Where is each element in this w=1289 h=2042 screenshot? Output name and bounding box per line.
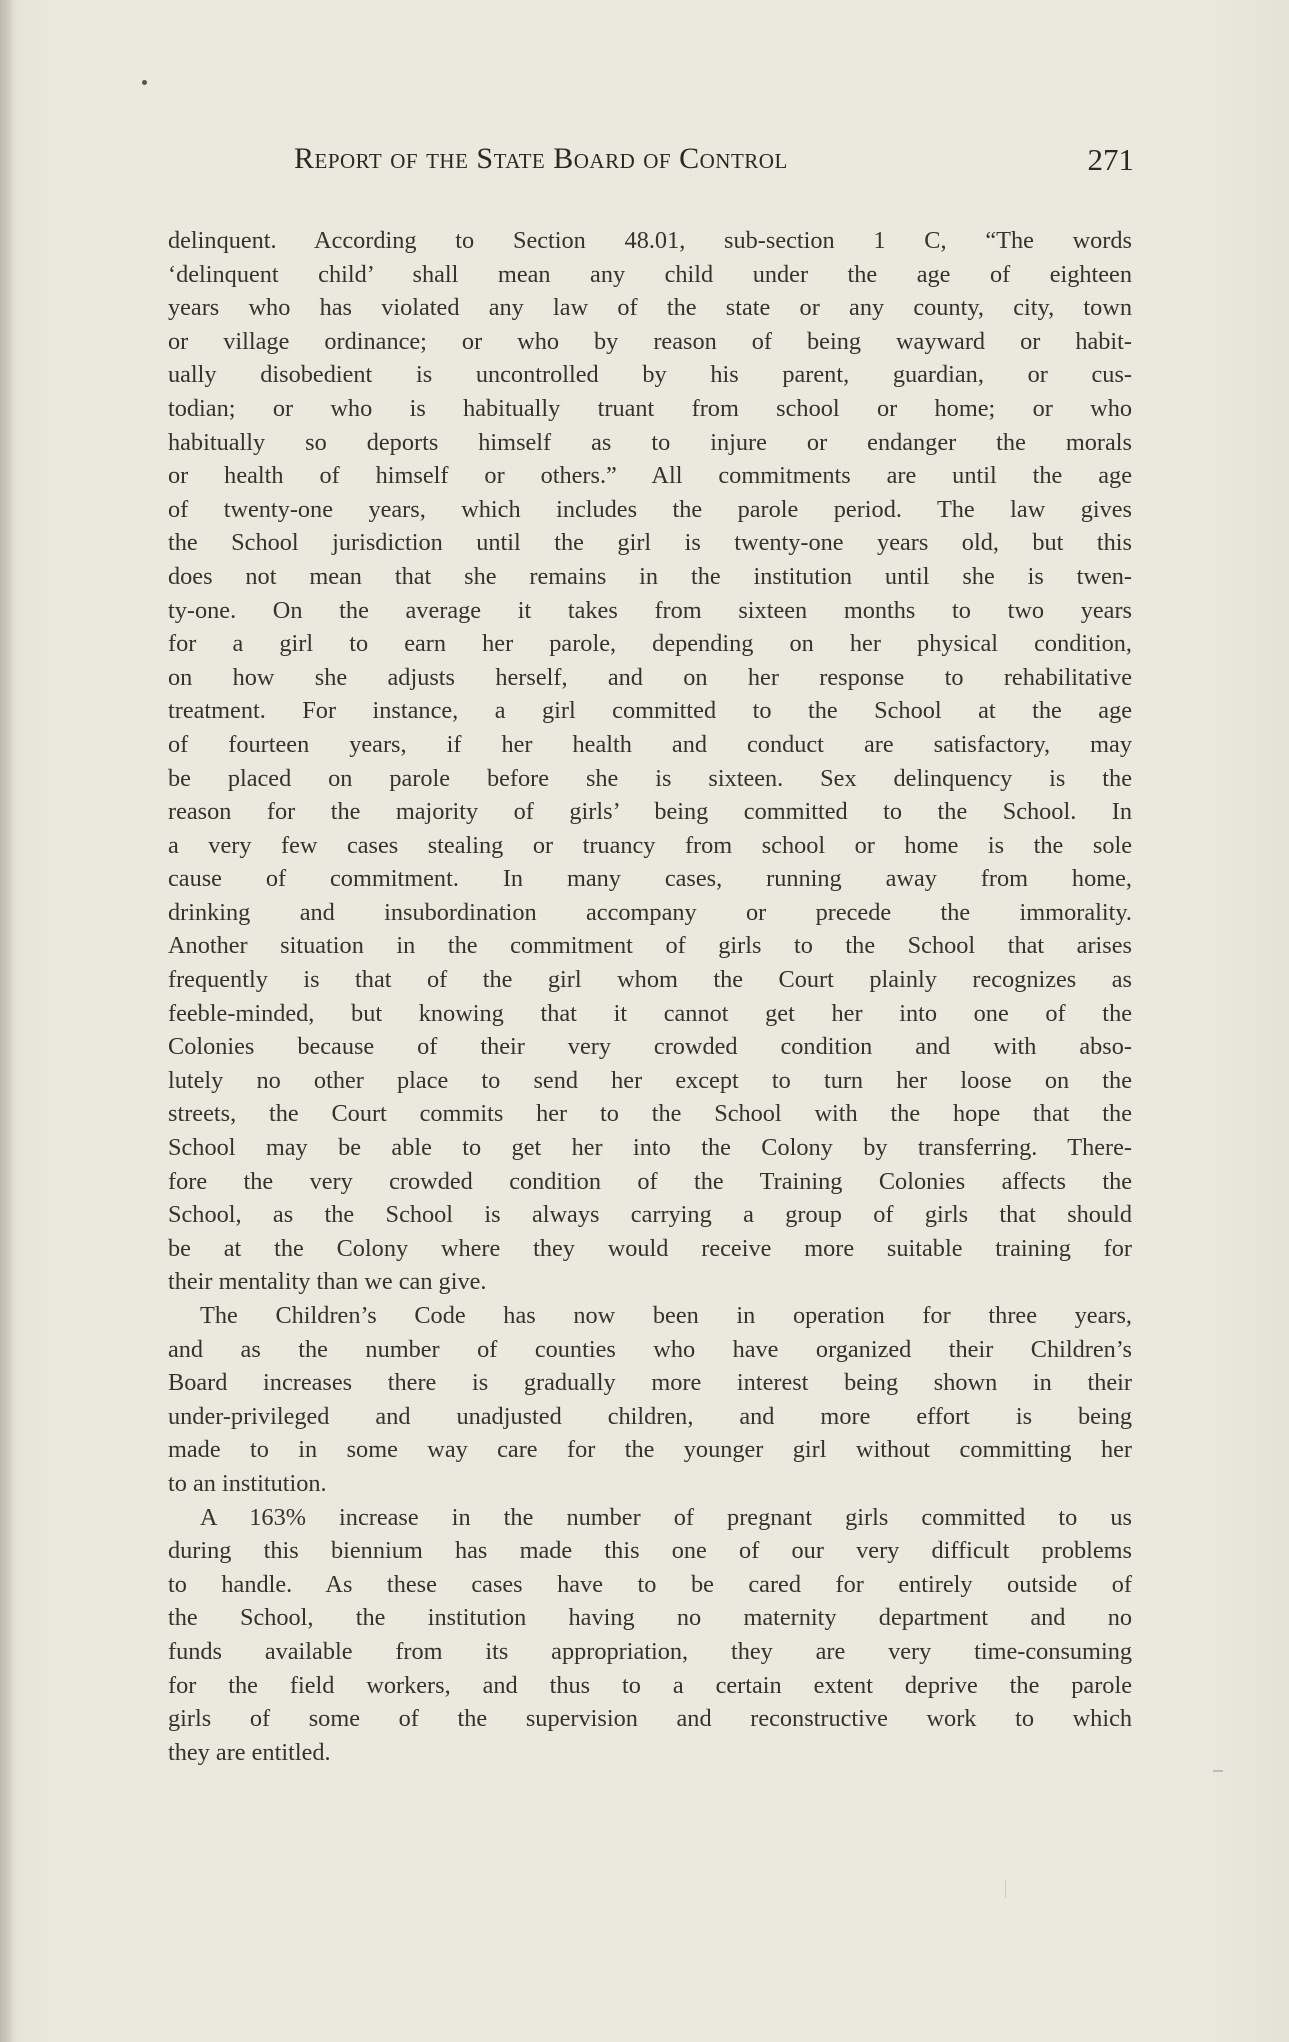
page-header (294, 142, 1134, 186)
text-line: habitually so deports himself as to injure or endanger the morals (168, 428, 1132, 456)
text-line: streets, the Court commits her to the School with the hope that the (168, 1100, 1132, 1128)
text-line: fore the very crowded condition of the Training Colonies affects the (168, 1167, 1132, 1195)
paper-mark (1005, 1880, 1006, 1898)
text-line: Colonies because of their very crowded condition and with abso- (168, 1033, 1132, 1061)
text-line: the School, the institution having no maternity department and no (168, 1604, 1132, 1632)
text-line: the School jurisdiction until the girl is twenty-one years old, but this (168, 529, 1132, 557)
text-line: ty-one. On the average it takes from sixteen months to two years (168, 596, 1132, 624)
text-line: lutely no other place to send her except to turn her loose on the (168, 1066, 1132, 1094)
text-line: todian; or who is habitually truant from school or home; or who (168, 394, 1132, 422)
text-line: to an institution. (168, 1469, 327, 1497)
binding-shadow (0, 0, 14, 2042)
text-line: under-privileged and unadjusted children, and more effort is being (168, 1402, 1132, 1430)
text-line: School, as the School is always carrying a group of girls that should (168, 1201, 1132, 1229)
text-line: on how she adjusts herself, and on her response to rehabilitative (168, 663, 1132, 691)
text-line: be at the Colony where they would receive more suitable training for (168, 1234, 1132, 1262)
ink-speck (142, 80, 147, 85)
text-line: treatment. For instance, a girl committed to the School at the age (168, 697, 1132, 725)
text-line: delinquent. According to Section 48.01, sub-section 1 C, “The words (168, 227, 1132, 254)
text-line: funds available from its appropriation, they are very time-consuming (168, 1637, 1132, 1665)
text-line: School may be able to get her into the Colony by transferring. There- (168, 1134, 1132, 1162)
text-line: girls of some of the supervision and reconstructive work to which (168, 1705, 1132, 1733)
text-line: does not mean that she remains in the institution until she is twen- (168, 562, 1132, 590)
text-line: A 163% increase in the number of pregnant girls committed to us (200, 1503, 1132, 1531)
text-line: and as the number of counties who have organized their Children’s (168, 1335, 1132, 1363)
text-line: of twenty-one years, which includes the parole period. The law gives (168, 495, 1132, 523)
running-head: Report of the State Board of Control (294, 142, 788, 175)
text-line: to handle. As these cases have to be cared for entirely outside of (168, 1570, 1132, 1598)
text-line: of fourteen years, if her health and conduct are satisfactory, may (168, 730, 1132, 758)
text-line: during this biennium has made this one of our very difficult problems (168, 1537, 1132, 1565)
text-line: be placed on parole before she is sixteen. Sex delinquency is the (168, 764, 1132, 792)
text-line: cause of commitment. In many cases, running away from home, (168, 865, 1132, 893)
text-line: ‘delinquent child’ shall mean any child under the age of eighteen (168, 260, 1132, 288)
text-line: their mentality than we can give. (168, 1268, 487, 1296)
text-line: ually disobedient is uncontrolled by his parent, guardian, or cus- (168, 361, 1132, 389)
text-line: for a girl to earn her parole, depending on her physical condition, (168, 630, 1132, 658)
margin-mark (1213, 1770, 1223, 1772)
text-line: or health of himself or others.” All commitments are until the age (168, 462, 1132, 490)
text-line: The Children’s Code has now been in operation for three years, (200, 1302, 1132, 1329)
text-line: Another situation in the commitment of girls to the School that arises (168, 932, 1132, 960)
page-number: 271 (1087, 142, 1134, 177)
body-text (168, 224, 1132, 1769)
text-line: they are entitled. (168, 1738, 331, 1766)
text-line: reason for the majority of girls’ being committed to the School. In (168, 798, 1132, 826)
text-line: years who has violated any law of the state or any county, city, town (168, 294, 1132, 322)
text-line: a very few cases stealing or truancy from school or home is the sole (168, 831, 1132, 859)
text-line: feeble-minded, but knowing that it cannot get her into one of the (168, 999, 1132, 1027)
text-line: for the field workers, and thus to a certain extent deprive the parole (168, 1671, 1132, 1699)
text-line: made to in some way care for the younger girl without committing her (168, 1436, 1132, 1464)
text-line: or village ordinance; or who by reason of being wayward or habit- (168, 327, 1132, 355)
text-line: frequently is that of the girl whom the Court plainly recognizes as (168, 966, 1132, 994)
text-line: Board increases there is gradually more interest being shown in their (168, 1369, 1132, 1397)
text-line: drinking and insubordination accompany or precede the immorality. (168, 898, 1132, 926)
